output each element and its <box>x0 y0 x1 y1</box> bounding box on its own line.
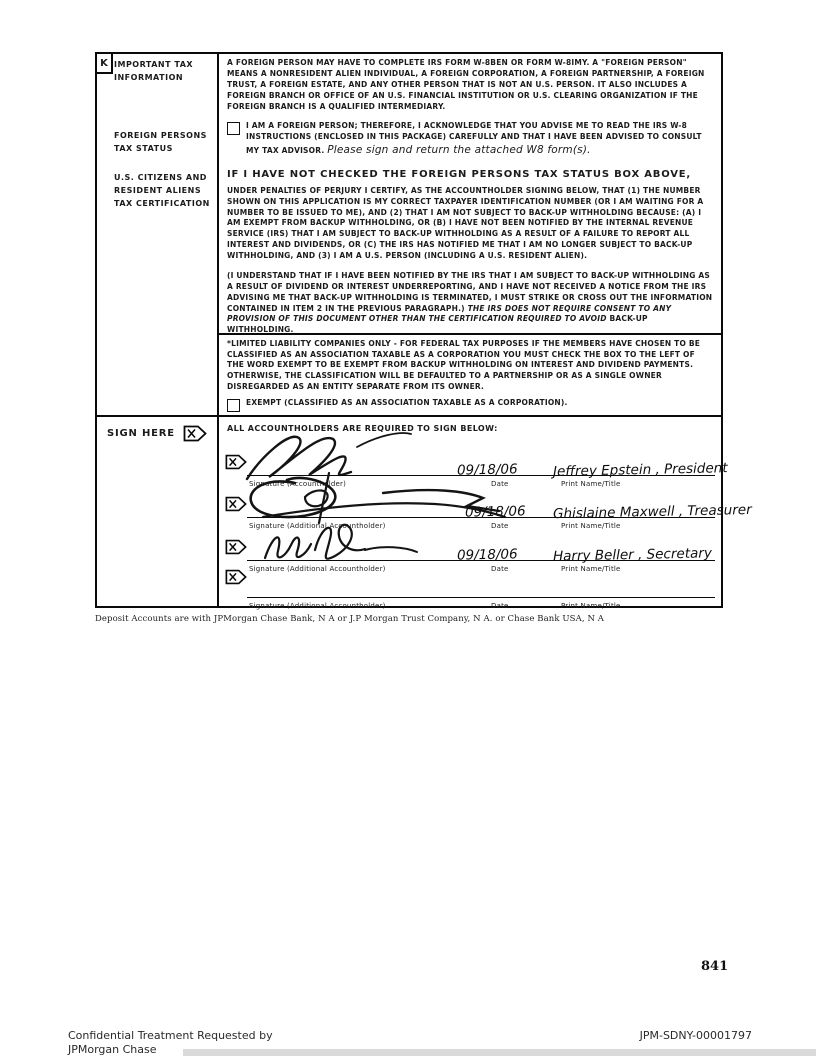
exempt-checkbox[interactable] <box>227 399 240 412</box>
certification-paragraph-2-italic: THE IRS DOES NOT REQUIRE CONSENT TO ANY PROVISION OF THIS DOCUMENT OTHER THAN THE CERTIFICATION REQUIRED TO AVOID <box>227 303 672 324</box>
w8-return-note: Please sign and return the attached W8 form(s). <box>327 144 591 157</box>
foreign-person-checkbox-row <box>227 121 713 158</box>
print-name-field-label: Print Name/Title <box>561 565 621 573</box>
x-box-marker-icon <box>225 539 247 555</box>
print-name-handwritten: Ghislaine Maxwell , Treasurer <box>552 501 752 523</box>
sign-here-marker-icon <box>183 425 207 442</box>
signature-scribble <box>259 518 469 566</box>
exempt-checkbox-label: EXEMPT (CLASSIFIED AS AN ASSOCIATION TAXABLE AS A CORPORATION). <box>246 398 568 407</box>
section-key-letter: K <box>100 57 108 69</box>
label-us-citizens-certification: U.S. CITIZENS AND RESIDENT ALIENS TAX CERTIFICATION <box>114 173 210 208</box>
certification-paragraph-2 <box>227 271 713 336</box>
certification-paragraph-2-regular: (I UNDERSTAND THAT IF I HAVE BEEN NOTIFIED BY THE IRS THAT I AM SUBJECT TO BACK-UP WITHHOLDING AS A RESULT OF DIVIDEND OR INTEREST UNDERREPORTING, AND I HAVE NOT RECEIVED A NOTICE FROM THE IRS ADVISING ME THAT BACK-UP WITHHOLDING IS TERMINATED, I MUST STRIKE OR CROSS OUT THE INFORMATION CONTAINED IN ITEM 2 IN THE PREVIOUS PARAGRAPH.) <box>227 270 713 313</box>
exempt-checkbox-row <box>227 398 713 412</box>
print-name-field-label: Print Name/Title <box>561 522 621 530</box>
llc-note-box <box>217 333 721 415</box>
tax-information-form <box>95 52 752 610</box>
sign-section <box>97 415 752 610</box>
sign-left-column <box>97 417 219 606</box>
signature-field-label: Signature (Additional Accountholder) <box>249 602 386 610</box>
tax-right-column <box>219 54 721 415</box>
print-name-field-label: Print Name/Title <box>561 480 621 488</box>
label-foreign-persons-tax-status: FOREIGN PERSONS TAX STATUS <box>114 131 207 153</box>
date-handwritten: 09/18/06 <box>456 461 518 479</box>
print-name-field-label: Print Name/Title <box>561 602 621 610</box>
date-field-label: Date <box>491 565 509 573</box>
sign-right-column <box>219 417 752 610</box>
certification-paragraph-1: UNDER PENALTIES OF PERJURY I CERTIFY, AS THE ACCOUNTHOLDER SIGNING BELOW, THAT (1) THE NUMBER SHOWN ON THIS APPLICATION IS MY CORRECT TAXPAYER IDENTIFICATION NUMBER (OR I AM WAITING FOR A NUMBER TO BE ISSUED TO ME), AND (2) THAT I AM NOT SUBJECT TO BACK-UP WITHHOLDING BECAUSE: (A) I AM EXEMPT FROM BACKUP WITHHOLDING, OR (B) I HAVE NOT BEEN NOTIFIED BY THE INTERNAL REVENUE SERVICE (IRS) THAT I AM SUBJECT TO BACK-UP WITHHOLDING AS A RESULT OF A FAILURE TO REPORT ALL INTEREST AND DIVIDENDS, OR (C) THE IRS HAS NOTIFIED ME THAT I AM NO LONGER SUBJECT TO BACK-UP WITHHOLDING, AND (3) I AM A U.S. PERSON (INCLUDING A U.S. RESIDENT ALIEN). <box>227 185 704 261</box>
print-name-handwritten: Jeffrey Epstein , President <box>552 460 728 480</box>
certification-paragraph-2-end: BACK-UP WITHHOLDING. <box>227 314 648 335</box>
confidential-footer-line1: Confidential Treatment Requested by <box>68 1029 273 1042</box>
section-key-box <box>95 52 113 74</box>
foreign-person-statement <box>246 121 713 158</box>
date-field-label: Date <box>491 602 509 610</box>
print-name-handwritten: Harry Beller , Secretary <box>552 545 713 565</box>
date-handwritten: 09/18/06 <box>456 546 518 564</box>
bates-number: JPM-SDNY-00001797 <box>639 1029 752 1042</box>
deposit-accounts-note: Deposit Accounts are with JPMorgan Chase Bank, N A or J.P Morgan Trust Company, N A. or Chase Bank USA, N A <box>95 614 605 624</box>
signature-field-label: Signature (Additional Accountholder) <box>249 565 386 573</box>
label-important-tax-information: IMPORTANT TAX INFORMATION <box>114 60 194 82</box>
tax-content <box>227 58 713 345</box>
signature-field-label: Signature (Accountholder) <box>249 480 347 488</box>
certification-heading: IF I HAVE NOT CHECKED THE FOREIGN PERSONS TAX STATUS BOX ABOVE, <box>227 169 692 181</box>
signature-field-label: Signature (Additional Accountholder) <box>249 522 386 530</box>
foreign-person-intro-paragraph: A FOREIGN PERSON MAY HAVE TO COMPLETE IRS FORM W-8BEN OR FORM W-8IMY. A "FOREIGN PERSON" MEANS A NONRESIDENT ALIEN INDIVIDUAL, A FOREIGN CORPORATION, A FOREIGN PARTNERSHIP, A FOREIGN TRUST, A FOREIGN ESTATE, AND ANY OTHER PERSON THAT IS NOT AN U.S. PERSON. IT ALSO INCLUDES A FOREIGN BRANCH OR OFFICE OF AN U.S. FINANCIAL INSTITUTION OR U.S. CLEARING ORGANIZATION IF THE FOREIGN BRANCH IS A QUALIFIED INTERMEDIARY. <box>227 58 705 111</box>
tax-left-column <box>97 54 219 415</box>
confidential-footer-line2: JPMorgan Chase <box>68 1042 157 1056</box>
sign-instruction: ALL ACCOUNTHOLDERS ARE REQUIRED TO SIGN BELOW: <box>227 424 498 433</box>
foreign-person-checkbox[interactable] <box>227 122 240 135</box>
date-field-label: Date <box>491 480 509 488</box>
date-handwritten: 09/18/06 <box>464 503 526 521</box>
sign-here-label: SIGN HERE <box>107 428 175 439</box>
scan-artifact-bar <box>183 1049 816 1056</box>
date-field-label: Date <box>491 522 509 530</box>
page-number: 841 <box>701 959 729 974</box>
x-box-marker-icon <box>225 569 247 585</box>
tax-info-section <box>97 54 721 415</box>
foreign-person-statement-text: I AM A FOREIGN PERSON; THEREFORE, I ACKNOWLEDGE THAT YOU ADVISE ME TO READ THE IRS W-8 INSTRUCTIONS (ENCLOSED IN THIS PACKAGE) CAREFULLY AND THAT I HAVE BEEN ADVISED TO CONSULT MY TAX ADVISOR. <box>246 121 702 156</box>
llc-note-paragraph: *LIMITED LIABILITY COMPANIES ONLY - FOR FEDERAL TAX PURPOSES IF THE MEMBERS HAVE CHOSEN TO BE CLASSIFIED AS AN ASSOCIATION TAXABLE AS A CORPORATION YOU MUST CHECK THE BOX TO THE LEFT OF THE WORD EXEMPT TO BE EXEMPT FROM BACKUP WITHHOLDING ON INTEREST AND DIVIDEND PAYMENTS. OTHERWISE, THE CLASSIFICATION WILL BE DEFAULTED TO A PARTNERSHIP OR AS A SINGLE OWNER DISREGARDED AS AN ENTITY SEPARATE FROM ITS OWNER. <box>227 338 701 392</box>
signature-line[interactable] <box>247 597 715 598</box>
signature-row-4 <box>219 561 721 611</box>
